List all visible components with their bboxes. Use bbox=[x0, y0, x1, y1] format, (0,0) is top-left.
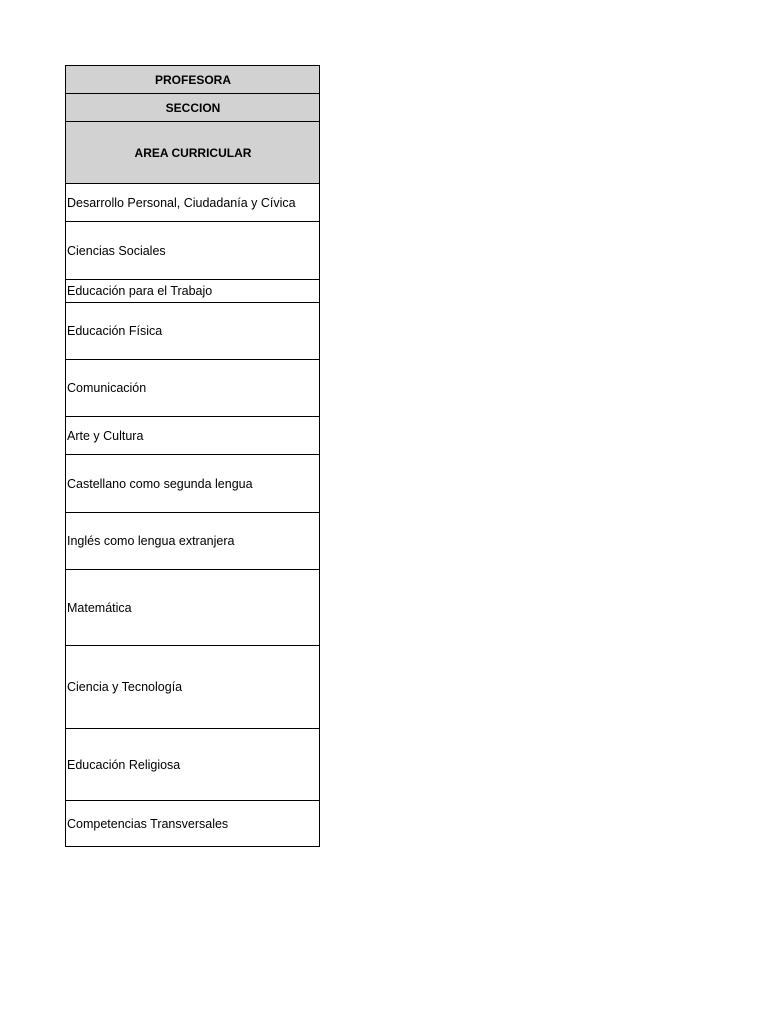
table-row bbox=[66, 184, 320, 222]
area-header-row bbox=[66, 122, 320, 184]
table-row bbox=[66, 280, 320, 303]
area-header-cell[interactable]: AREA CURRICULAR bbox=[66, 122, 320, 184]
table-row bbox=[66, 360, 320, 417]
teacher-header-row bbox=[66, 66, 320, 94]
area-cell[interactable]: Educación para el Trabajo bbox=[66, 280, 320, 303]
area-cell[interactable]: Ciencia y Tecnología bbox=[66, 646, 320, 729]
area-cell[interactable]: Comunicación bbox=[66, 360, 320, 417]
table-row bbox=[66, 729, 320, 801]
area-cell[interactable]: Arte y Cultura bbox=[66, 417, 320, 455]
area-cell[interactable]: Educación Religiosa bbox=[66, 729, 320, 801]
table-row bbox=[66, 646, 320, 729]
area-cell[interactable]: Castellano como segunda lengua bbox=[66, 455, 320, 513]
area-cell[interactable]: Competencias Transversales bbox=[66, 801, 320, 847]
area-cell[interactable]: Educación Física bbox=[66, 303, 320, 360]
table-row bbox=[66, 303, 320, 360]
area-cell[interactable]: Desarrollo Personal, Ciudadanía y Cívica bbox=[66, 184, 320, 222]
section-header-cell[interactable]: SECCION bbox=[66, 94, 320, 122]
table-row bbox=[66, 513, 320, 570]
curricular-area-table bbox=[65, 65, 320, 847]
area-cell[interactable]: Inglés como lengua extranjera bbox=[66, 513, 320, 570]
section-header-row bbox=[66, 94, 320, 122]
teacher-header-cell[interactable]: PROFESORA bbox=[66, 66, 320, 94]
table-row bbox=[66, 455, 320, 513]
table-row bbox=[66, 570, 320, 646]
table-row bbox=[66, 801, 320, 847]
table-row bbox=[66, 222, 320, 280]
area-cell[interactable]: Matemática bbox=[66, 570, 320, 646]
table-row bbox=[66, 417, 320, 455]
area-cell[interactable]: Ciencias Sociales bbox=[66, 222, 320, 280]
